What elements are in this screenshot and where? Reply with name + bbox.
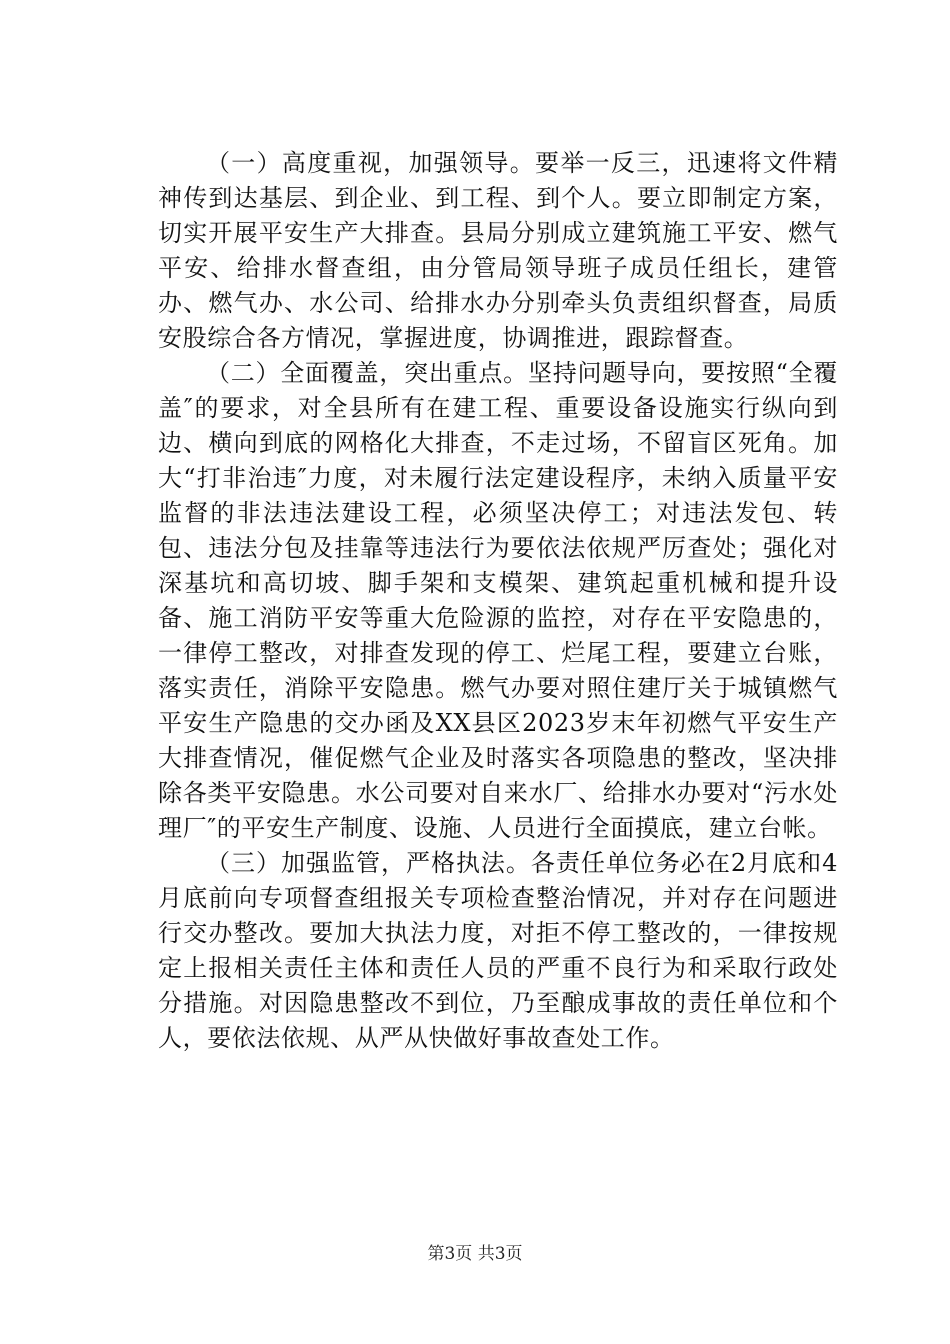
page-number: 第3页 共3页 [427, 1244, 523, 1264]
paragraph-supervision: （三）加强监管，严格执法。各责任单位务必在2月底和4月底前向专项督查组报关专项检查整治情况，并对存在问题进行交办整改。要加大执法力度，对拒不停工整改的，一律按规定上报相关责任主体和责任人员的严重不良行为和采取行政处分措施。对因隐患整改不到位，乃至酿成事故的责任单位和个人，要依法依规、从严从快做好事故查处工作。 [158, 849, 838, 1052]
paragraph-leadership: （一）高度重视，加强领导。要举一反三，迅速将文件精神传到达基层、到企业、到工程、到个人。要立即制定方案，切实开展平安生产大排查。县局分别成立建筑施工平安、燃气平安、给排水督查组，由分管局领导班子成员任组长，建管办、燃气办、水公司、给排水办分别牵头负责组织督查，局质安股综合各方情况，掌握进度，协调推进，跟踪督查。 [158, 149, 838, 352]
page-footer [0, 1243, 950, 1265]
paragraph-coverage: （二）全面覆盖，突出重点。坚持问题导向，要按照“全覆盖″的要求，对全县所有在建工程、重要设备设施实行纵向到边、横向到底的网格化大排查，不走过场，不留盲区死角。加大“打非治违″力度，对未履行法定建设程序，未纳入质量平安监督的非法违法建设工程，必须坚决停工；对违法发包、转包、违法分包及挂靠等违法行为要依法依规严厉查处；强化对深基坑和高切坡、脚手架和支模架、建筑起重机械和提升设备、施工消防平安等重大危险源的监控，对存在平安隐患的，一律停工整改，对排查发现的停工、烂尾工程，要建立台账，落实责任，消除平安隐患。燃气办要对照住建厅关于城镇燃气平安生产隐患的交办函及XX县区2023岁末年初燃气平安生产大排查情况，催促燃气企业及时落实各项隐患的整改，坚决排除各类平安隐患。水公司要对自来水厂、给排水办要对“污水处理厂″的平安生产制度、设施、人员进行全面摸底，建立台帐。 [158, 359, 838, 842]
document-body [158, 146, 838, 1056]
